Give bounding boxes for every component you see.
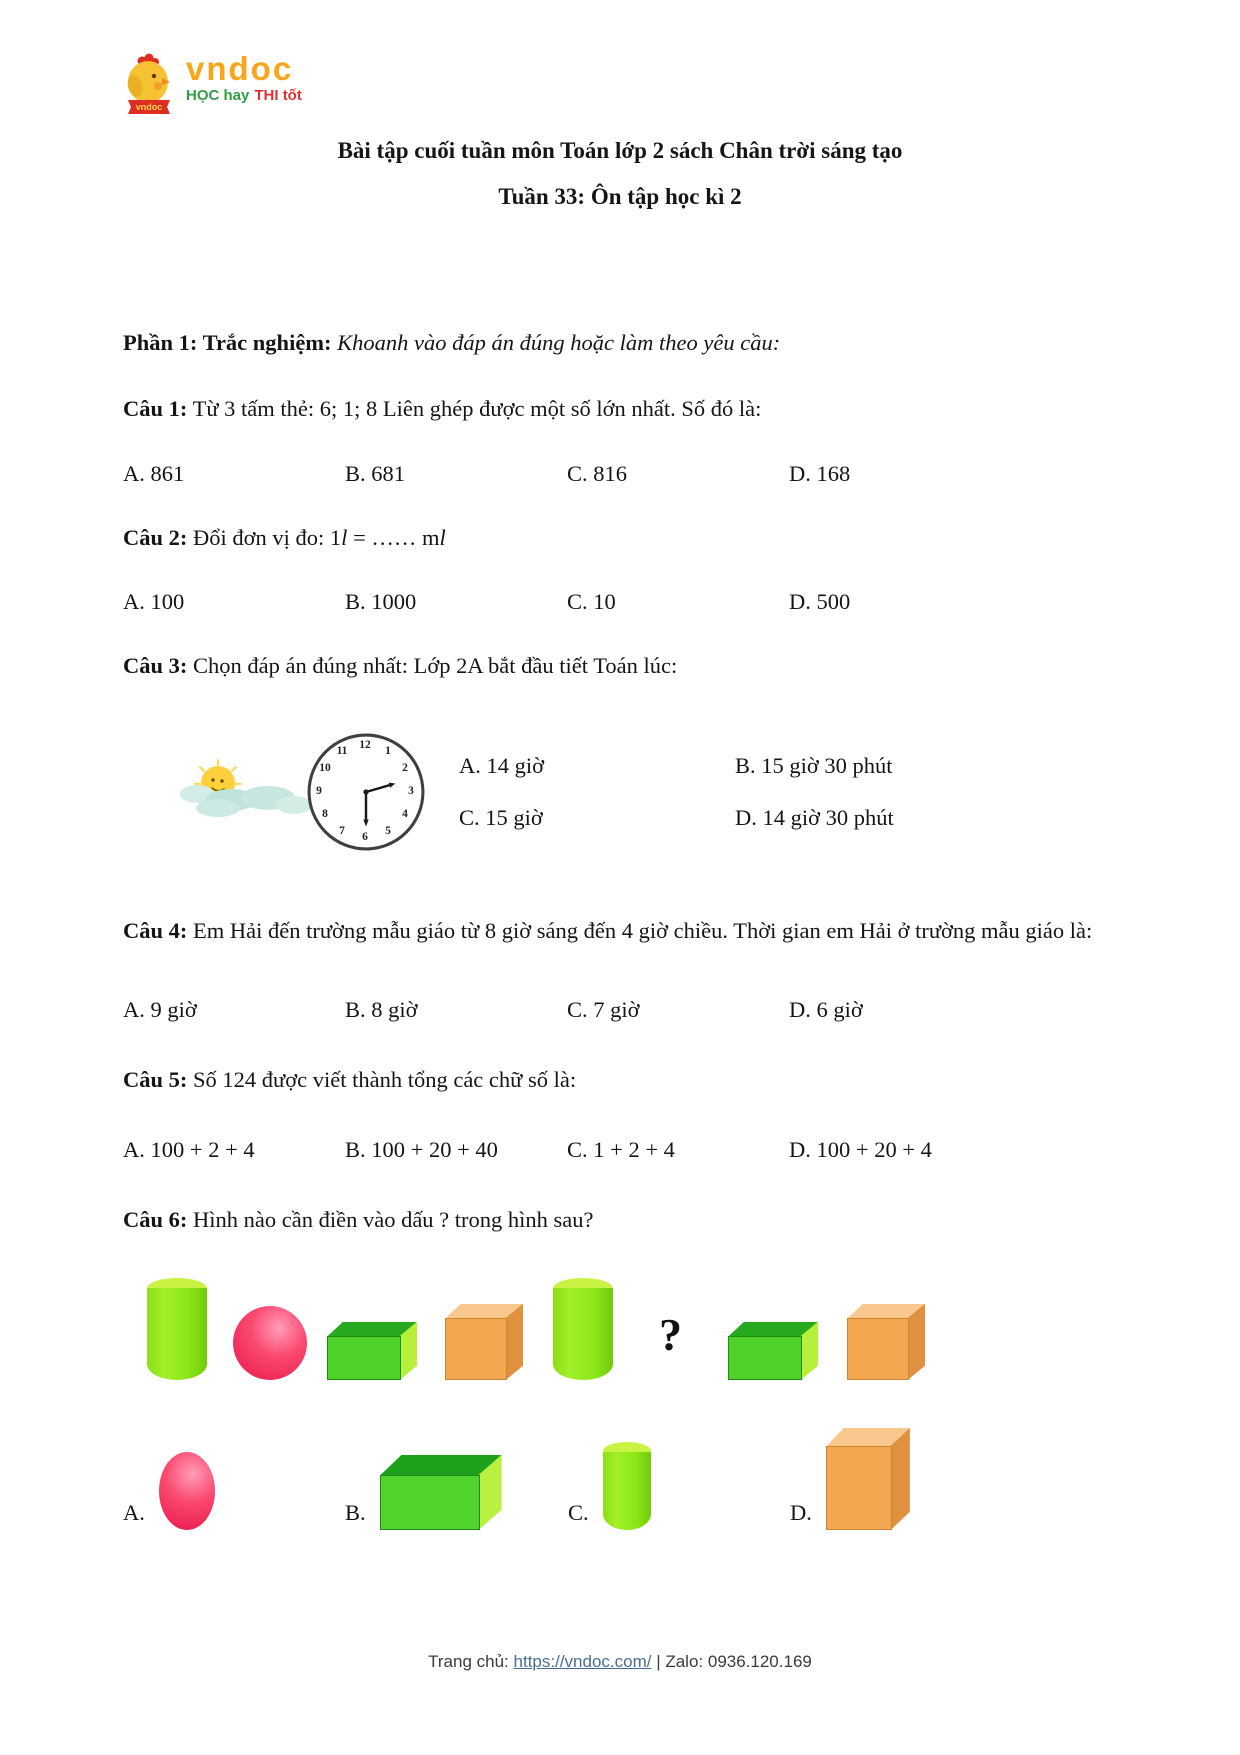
q4-option-c: C. 7 giờ [567, 997, 640, 1022]
question-6 [123, 1205, 1117, 1235]
q6-answer-row [123, 1426, 1117, 1530]
q5-label: Câu 5: [123, 1067, 188, 1092]
question-3 [123, 651, 1117, 681]
q5-option-b: B. 100 + 20 + 40 [345, 1137, 498, 1163]
brand-name: vndoc [186, 50, 294, 87]
question-4 [123, 906, 1117, 956]
q1-option-d: D. 168 [789, 460, 851, 486]
q4-option-a: A. 9 giờ [123, 997, 197, 1022]
q6-answer-c [568, 1442, 790, 1530]
q1-text: Từ 3 tấm thẻ: 6; 1; 8 Liên ghép được một số lớn nhất. Số đó là: [192, 396, 762, 422]
q3-options [459, 753, 894, 831]
vndoc-logo [120, 52, 1117, 116]
ribbon-text: vndoc [135, 102, 163, 112]
page-subtitle: Tuần 33: Ôn tập học kì 2 [498, 184, 742, 209]
q3-option-b: B. 15 giờ 30 phút [735, 752, 893, 778]
orange-box-icon [445, 1304, 523, 1380]
clock-number: 11 [336, 744, 348, 757]
q3-option-d: D. 14 giờ 30 phút [735, 804, 894, 830]
green-cylinder-icon [147, 1278, 207, 1380]
q1-options [123, 461, 1117, 487]
q1-label: Câu 1: [123, 396, 188, 422]
q3-option-a: A. 14 giờ [459, 752, 545, 778]
clock-number: 12 [359, 738, 371, 751]
red-sphere-icon [233, 1306, 307, 1380]
clock-number: 3 [408, 784, 414, 797]
q3-media-row [123, 730, 1117, 854]
q6-label: Câu 6: [123, 1207, 188, 1233]
q6-answer-d [790, 1428, 910, 1530]
red-egg-icon [159, 1452, 215, 1530]
answer-label-b: B. [345, 1499, 366, 1525]
brand-tagline [186, 87, 302, 104]
q3-text: Chọn đáp án đúng nhất: Lớp 2A bắt đầu tiết Toán lúc: [193, 653, 678, 679]
question-2 [123, 523, 1117, 553]
chicken-mascot-icon [120, 52, 178, 116]
q6-answer-a [123, 1452, 345, 1530]
clock-number: 8 [322, 807, 328, 820]
clock-illustration [173, 730, 427, 854]
q2-option-a: A. 100 [123, 589, 185, 615]
orange-box-icon [847, 1304, 925, 1380]
green-cube-icon [380, 1455, 502, 1530]
green-box-icon [327, 1322, 417, 1380]
q4-options [123, 997, 1117, 1023]
q2-options [123, 589, 1117, 615]
q5-option-c: C. 1 + 2 + 4 [567, 1137, 675, 1163]
q2-option-c: C. 10 [567, 589, 616, 615]
clock-number: 7 [339, 824, 345, 837]
footer-zalo: | Zalo: 0936.120.169 [656, 1652, 812, 1671]
q5-options [123, 1137, 1117, 1163]
clock-number: 10 [319, 761, 331, 774]
green-box-icon [728, 1322, 818, 1380]
q2-label: Câu 2: [123, 524, 188, 550]
page-footer [0, 1652, 1240, 1672]
sun-clouds-icon [173, 750, 313, 834]
q3-label: Câu 3: [123, 653, 188, 679]
q5-option-a: A. 100 + 2 + 4 [123, 1137, 255, 1163]
green-cylinder-icon [603, 1442, 651, 1530]
section-label: Phần 1: Trắc nghiệm: [123, 330, 332, 355]
q4-label: Câu 4: [123, 917, 188, 943]
section-instruction: Khoanh vào đáp án đúng hoặc làm theo yêu cầu: [337, 330, 781, 355]
q4-text: Em Hải đến trường mẫu giáo từ 8 giờ sáng đến 4 giờ chiều. Thời gian em Hải ở trường mẫu giáo là: [193, 917, 1093, 943]
green-cylinder-icon [553, 1278, 613, 1380]
question-mark: ? [659, 1308, 682, 1360]
q2-option-b: B. 1000 [345, 589, 417, 615]
q4-option-b: B. 8 giờ [345, 997, 418, 1022]
clock-number: 9 [316, 784, 322, 797]
clock-number: 2 [402, 761, 408, 774]
q1-option-a: A. 861 [123, 460, 185, 486]
clock-number: 4 [402, 807, 408, 820]
answer-label-c: C. [568, 1499, 589, 1525]
clock-number: 1 [385, 744, 391, 757]
clock-number: 5 [385, 824, 391, 837]
analog-clock [305, 731, 427, 853]
tagline-green: HỌC hay [186, 87, 250, 104]
q1-option-c: C. 816 [567, 460, 628, 486]
q5-option-d: D. 100 + 20 + 4 [789, 1137, 932, 1163]
tagline-red: THI tốt [254, 87, 302, 104]
answer-label-d: D. [790, 1499, 812, 1525]
footer-prefix: Trang chủ: [428, 1652, 509, 1671]
q5-text: Số 124 được viết thành tổng các chữ số là: [193, 1067, 577, 1092]
q6-shape-sequence [123, 1274, 1117, 1380]
page-title: Bài tập cuối tuần môn Toán lớp 2 sách Chân trời sáng tạo [337, 138, 903, 163]
q2-text: Đổi đơn vị đo: 1l = …… ml [193, 524, 446, 550]
orange-box-icon [826, 1428, 910, 1530]
q6-text: Hình nào cần điền vào dấu ? trong hình sau? [193, 1207, 594, 1233]
answer-label-a: A. [123, 1499, 145, 1525]
section-1-heading [123, 328, 1117, 358]
question-1 [123, 394, 1117, 424]
q2-option-d: D. 500 [789, 589, 851, 615]
homepage-link[interactable]: https://vndoc.com/ [513, 1652, 652, 1671]
q6-answer-b [345, 1455, 568, 1530]
q3-option-c: C. 15 giờ [459, 804, 543, 830]
q1-option-b: B. 681 [345, 460, 406, 486]
clock-number: 6 [362, 830, 368, 843]
question-5 [123, 1065, 1117, 1095]
q4-option-d: D. 6 giờ [789, 997, 863, 1022]
